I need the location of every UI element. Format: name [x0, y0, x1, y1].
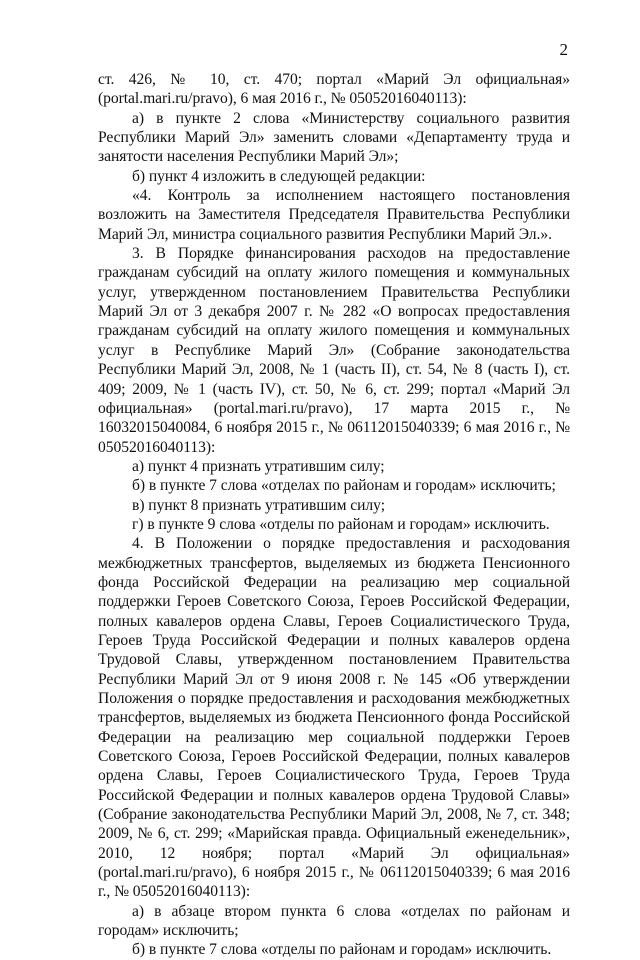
paragraph-item-a-ministry-rename: а) в пункте 2 слова «Министерству социального развития Республики Марий Эл» заменить словами «Департаменту труда и занятости населения Республики Марий Эл»;: [98, 109, 570, 166]
paragraph-section-3-item-a: а) пункт 4 признать утратившим силу;: [132, 457, 385, 475]
document-body: [98, 70, 570, 960]
paragraph-section-4-item-a: а) в абзаце втором пункта 6 слова «отделах по районам и городам» исключить;: [98, 902, 570, 940]
paragraph-section-3-item-g: г) в пункте 9 слова «отделы по районам и городам» исключить.: [132, 515, 550, 533]
paragraph-item-b-point-4: б) пункт 4 изложить в следующей редакции:: [132, 167, 426, 185]
paragraph-section-3: 3. В Порядке финансирования расходов на предоставление гражданам субсидий на оплату жилого помещения и коммунальных услуг, утвержденном постановлением Правительства Республики Марий Эл от 3 декабря 2007 г. № 282 «О вопросах предоставления гражданам субсидий на оплату жилого помещения и коммунальных услуг в Республике Марий Эл» (Собрание законодательства Республики Марий Эл, 2008, № 1 (часть II), ст. 54, № 8 (часть I), ст. 409; 2009, № 1 (часть IV), ст. 50, № 6, ст. 299; портал «Марий Эл официальная» (portal.mari.ru/pravo), 17 марта 2015 г., № 16032015040084, 6 ноября 2015 г., № 06112015040339; 6 мая 2016 г., № 05052016040113):: [98, 245, 570, 456]
paragraph-section-3-item-b: б) в пункте 7 слова «отделах по районам и городам» исключить;: [132, 477, 556, 495]
paragraph-section-4: 4. В Положении о порядке предоставления и расходования межбюджетных трансфертов, выделяемых из бюджета Пенсионного фонда Российской Федерации на реализацию мер социальной поддержки Героев Советского Союза, Героев Российской Федерации, полных кавалеров ордена Славы, Героев Социалистического Труда, Героев Труда Российской Федерации и полных кавалеров ордена Трудовой Славы, утвержденном постановлением Правительства Республики Марий Эл от 9 июня 2008 г. № 145 «Об утверждении Положения о порядке предоставления и расходования межбюджетных трансфертов, выделяемых из бюджета Пенсионного фонда Российской Федерации на реализацию мер социальной поддержки Героев Советского Союза, Героев Российской Федерации, полных кавалеров ордена Славы, Героев Социалистического Труда, Героев Труда Российской Федерации и полных кавалеров ордена Трудовой Славы» (Собрание законодательства Республики Марий Эл, 2008, № 7, ст. 348; 2009, № 6, ст. 299; «Марийская правда. Официальный еженедельник», 2010, 12 ноября; портал «Марий Эл официальная» (portal.mari.ru/pravo), 6 ноября 2015 г., № 06112015040339; 6 мая 2016 г., № 05052016040113):: [98, 535, 570, 901]
paragraph-decree-reference-continuation: ст. 426, № 10, ст. 470; портал «Марий Эл официальная» (portal.mari.ru/pravo), 6 мая 2016 г., № 05052016040113):: [98, 71, 570, 108]
page-number: 2: [559, 40, 568, 59]
paragraph-section-4-item-b: б) в пункте 7 слова «отделы по районам и городам» исключить.: [132, 941, 552, 959]
paragraph-section-3-item-v: в) пункт 8 признать утратившим силу;: [132, 496, 385, 514]
paragraph-point-4-new-text: «4. Контроль за исполнением настоящего постановления возложить на Заместителя Председателя Правительства Республики Марий Эл, министра социального развития Республики Марий Эл.».: [98, 187, 570, 243]
